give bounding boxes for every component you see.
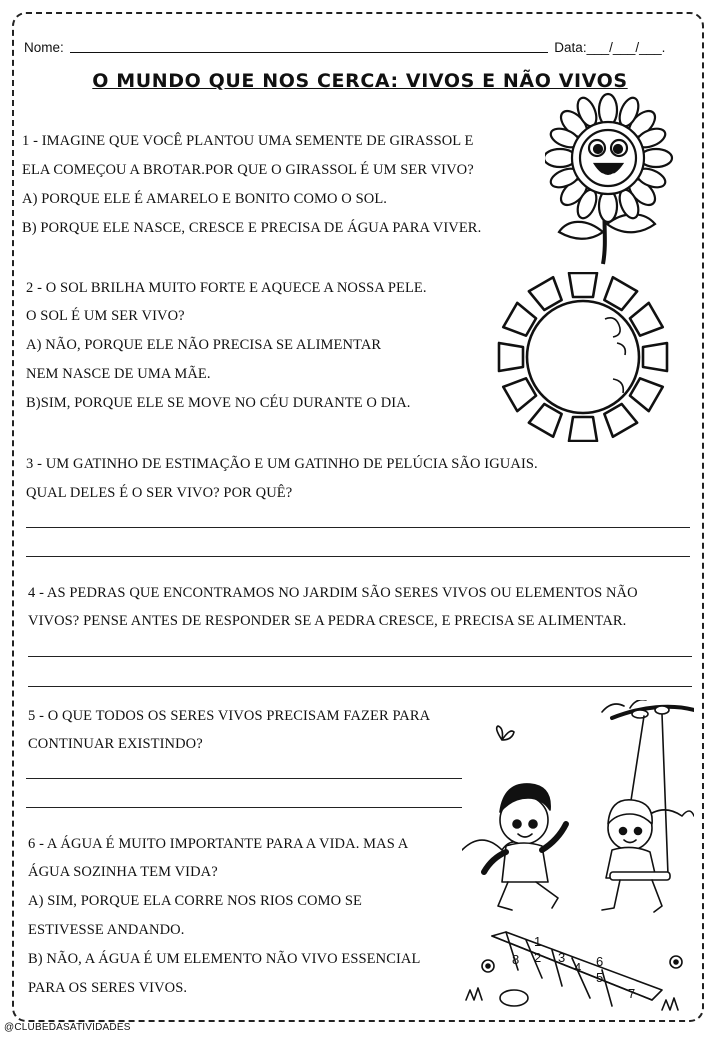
- q3-line-2: QUAL DELES É O SER VIVO? POR QUÊ?: [26, 485, 293, 501]
- q6-option-a[interactable]: A) SIM, PORQUE ELA CORRE NOS RIOS COMO SE: [28, 893, 363, 909]
- q1-option-b[interactable]: B) PORQUE ELE NASCE, CRESCE E PRECISA DE ÁGUA PARA VIVER.: [22, 220, 482, 236]
- q3-answer-line-1[interactable]: [26, 527, 690, 528]
- q2-option-a-cont: NEM NASCE DE UMA MÃE.: [26, 366, 211, 382]
- header: [24, 40, 696, 55]
- q6-option-b[interactable]: B) NÃO, A ÁGUA É UM ELEMENTO NÃO VIVO ESSENCIAL: [28, 951, 421, 967]
- date-label: Data:___/___/___.: [554, 40, 666, 55]
- q2-option-a[interactable]: A) NÃO, PORQUE ELE NÃO PRECISA SE ALIMENTAR: [26, 337, 382, 353]
- name-label: Nome:: [24, 40, 64, 55]
- q2-line-1: 2 - O SOL BRILHA MUITO FORTE E AQUECE A NOSSA PELE.: [26, 280, 427, 296]
- q6-line-1: 6 - A ÁGUA É MUITO IMPORTANTE PARA A VIDA. MAS A: [28, 836, 409, 852]
- hopscotch-number: 6: [596, 954, 604, 969]
- hopscotch-number: 2: [534, 950, 542, 965]
- q1-line-2: ELA COMEÇOU A BROTAR.POR QUE O GIRASSOL É UM SER VIVO?: [22, 162, 474, 178]
- hopscotch-number: 7: [628, 986, 636, 1001]
- footer-credit: @CLUBEDASATIVIDADES: [4, 1022, 131, 1033]
- name-blank[interactable]: [70, 40, 548, 53]
- q3-line-1: 3 - UM GATINHO DE ESTIMAÇÃO E UM GATINHO DE PELÚCIA SÃO IGUAIS.: [26, 456, 538, 472]
- hopscotch-number: 1: [534, 934, 542, 949]
- hopscotch-number: 3: [558, 950, 566, 965]
- q5-answer-line-1[interactable]: [26, 778, 462, 779]
- q4-line-1: 4 - AS PEDRAS QUE ENCONTRAMOS NO JARDIM SÃO SERES VIVOS OU ELEMENTOS NÃO: [28, 585, 638, 601]
- q2-line-2: O SOL É UM SER VIVO?: [26, 308, 185, 324]
- q4-answer-line-1[interactable]: [28, 656, 692, 657]
- sun-icon: [494, 272, 672, 442]
- q1-option-a[interactable]: A) PORQUE ELE É AMARELO E BONITO COMO O SOL.: [22, 191, 388, 207]
- hopscotch-number: 5: [596, 970, 604, 985]
- q6-option-b-cont: PARA OS SERES VIVOS.: [28, 980, 188, 996]
- q5-answer-line-2[interactable]: [26, 807, 462, 808]
- q6-option-a-cont: ESTIVESSE ANDANDO.: [28, 922, 185, 938]
- q4-answer-line-2[interactable]: [28, 686, 692, 687]
- children-playing-icon: [462, 700, 694, 1018]
- page-title: O MUNDO QUE NOS CERCA: VIVOS E NÃO VIVOS: [92, 70, 628, 92]
- q1-line-1: 1 - IMAGINE QUE VOCÊ PLANTOU UMA SEMENTE DE GIRASSOL E: [22, 133, 474, 149]
- hopscotch-number: 8: [512, 952, 520, 967]
- q5-line-1: 5 - O QUE TODOS OS SERES VIVOS PRECISAM FAZER PARA: [28, 708, 431, 724]
- q6-line-2: ÁGUA SOZINHA TEM VIDA?: [28, 864, 218, 880]
- q3-answer-line-2[interactable]: [26, 556, 690, 557]
- q2-option-b[interactable]: B)SIM, PORQUE ELE SE MOVE NO CÉU DURANTE O DIA.: [26, 395, 411, 411]
- q4-line-2: VIVOS? PENSE ANTES DE RESPONDER SE A PEDRA CRESCE, E PRECISA SE ALIMENTAR.: [28, 613, 627, 629]
- smiling-sunflower-icon: [545, 92, 675, 267]
- hopscotch-number: 4: [574, 960, 582, 975]
- q5-line-2: CONTINUAR EXISTINDO?: [28, 736, 203, 752]
